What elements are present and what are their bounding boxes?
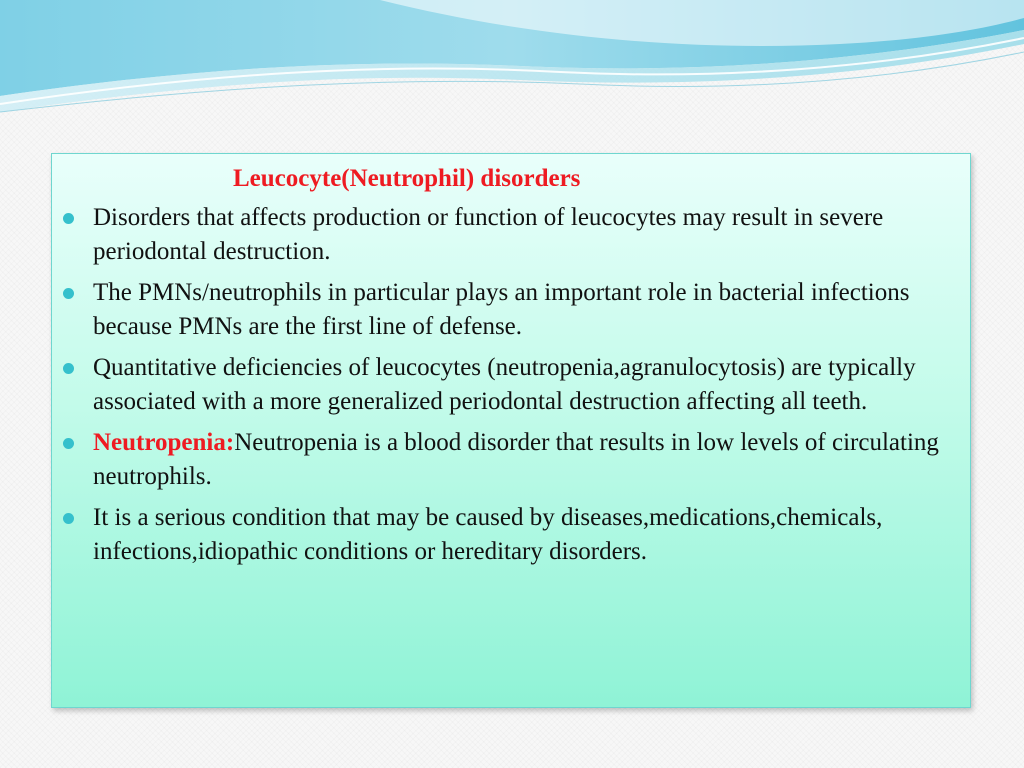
bullet-item xyxy=(52,501,952,569)
bullet-text: Neutropenia is a blood disorder that results in low levels of circulating neutrophils. xyxy=(93,429,939,490)
bullet-term: Neutropenia: xyxy=(93,429,235,456)
header-wave-decoration xyxy=(0,0,1024,120)
bullet-dot-icon xyxy=(63,513,74,524)
bullet-item xyxy=(52,351,952,419)
bullet-text: It is a serious condition that may be caused by diseases,medications,chemicals, infections,idiopathic conditions or hereditary disorders. xyxy=(93,504,883,565)
content-box xyxy=(51,153,971,708)
bullet-text: The PMNs/neutrophils in particular plays an important role in bacterial infections because PMNs are the first line of defense. xyxy=(93,279,910,340)
bullet-dot-icon xyxy=(63,438,74,449)
slide-title: Leucocyte(Neutrophil) disorders xyxy=(233,165,581,192)
bullet-dot-icon xyxy=(63,288,74,299)
bullet-text: Quantitative deficiencies of leucocytes (neutropenia,agranulocytosis) are typically associated with a more generalized periodontal destruction affecting all teeth. xyxy=(93,354,916,415)
bullet-item xyxy=(52,426,952,494)
bullet-item xyxy=(52,276,952,344)
bullet-dot-icon xyxy=(63,213,74,224)
bullet-item xyxy=(52,201,952,269)
bullet-list xyxy=(52,201,952,576)
bullet-text: Disorders that affects production or function of leucocytes may result in severe periodontal destruction. xyxy=(93,204,884,265)
bullet-dot-icon xyxy=(63,363,74,374)
